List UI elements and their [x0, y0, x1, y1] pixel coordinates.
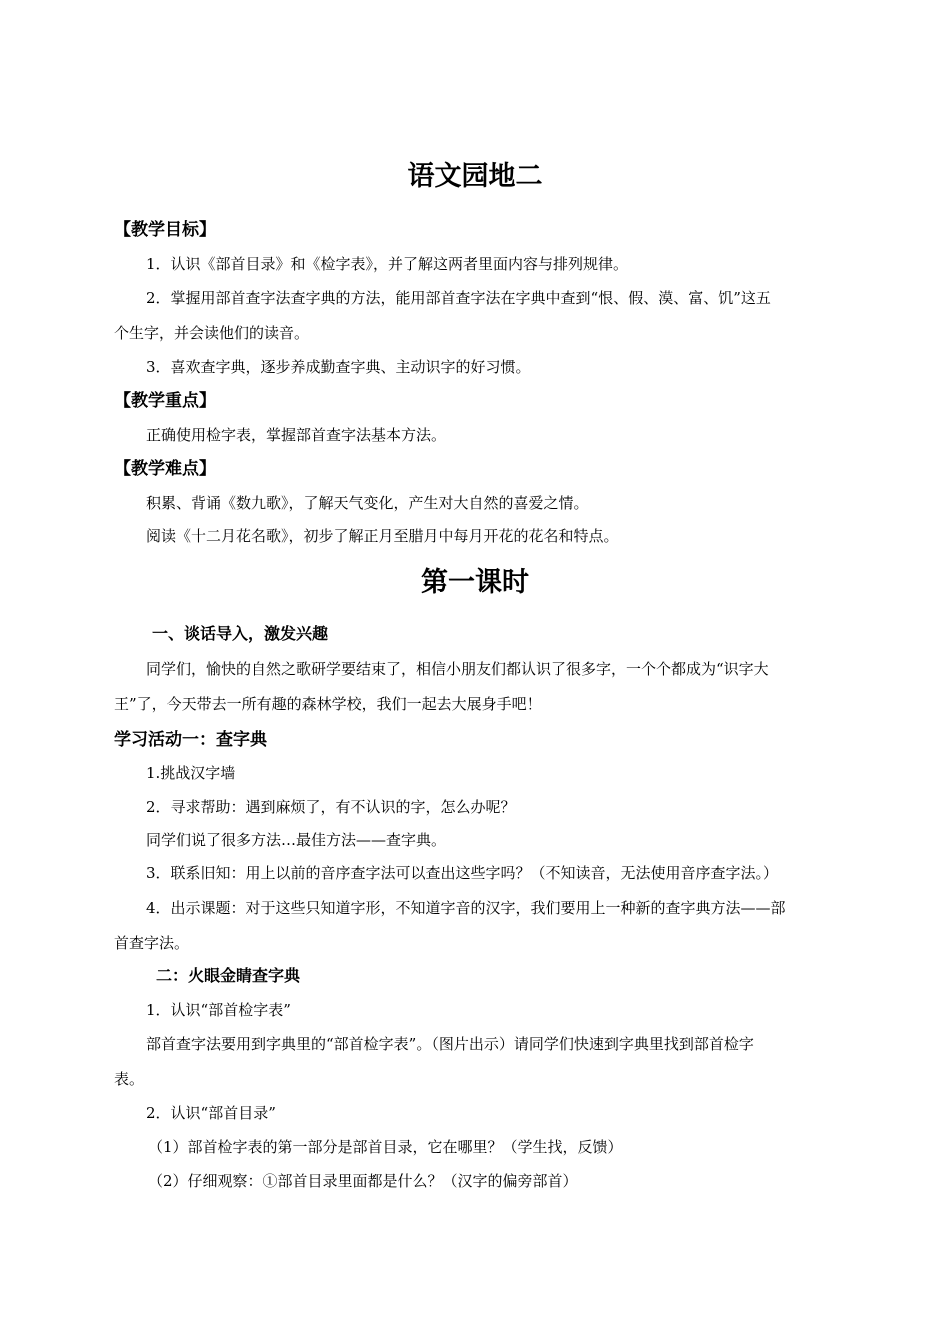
section-1-para-line-1: 同学们，愉快的自然之歌研学要结束了，相信小朋友们都认识了很多字，一个个都成为“识字大 [146, 660, 769, 678]
document-title: 语文园地二 [407, 161, 543, 192]
goal-2-line-1: 2．掌握用部首查字法查字典的方法，能用部首查字法在字典中查到“恨、假、漠、富、饥”这五 [146, 289, 771, 307]
activity-1-item-2b: 同学们说了很多方法…最佳方法——查字典。 [146, 831, 447, 849]
section-2-item-2: 2．认识“部首目录” [146, 1104, 276, 1122]
goal-2-line-2: 个生字，并会读他们的读音。 [114, 324, 310, 342]
difficulty-1: 积累、背诵《数九歌》，了解天气变化，产生对大自然的喜爱之情。 [146, 494, 589, 512]
difficulty-heading: 【教学难点】 [114, 459, 216, 479]
lesson-title: 第一课时 [421, 567, 529, 598]
activity-1-item-2: 2．寻求帮助：遇到麻烦了，有不认识的字，怎么办呢？ [146, 798, 516, 816]
activity-1-item-4-line-1: 4．出示课题：对于这些只知道字形，不知道字音的汉字，我们要用上一种新的查字典方法——部 [146, 899, 786, 917]
section-2-item-2-sub-2: （2）仔细观察：①部首目录里面都是什么？（汉字的偏旁部首） [148, 1172, 578, 1190]
section-2-item-1: 1．认识“部首检字表” [146, 1001, 291, 1019]
key-points-heading: 【教学重点】 [114, 391, 216, 411]
section-2-item-2-sub-1: （1）部首检字表的第一部分是部首目录，它在哪里？（学生找，反馈） [148, 1138, 623, 1156]
activity-1-heading: 学习活动一：查字典 [114, 730, 267, 750]
section-2-item-1-para-line-1: 部首查字法要用到字典里的“部首检字表”。（图片出示）请同学们快速到字典里找到部首检字 [146, 1035, 754, 1053]
section-2-item-1-para-line-2: 表。 [114, 1070, 145, 1088]
section-1-para-line-2: 王”了，今天带去一所有趣的森林学校，我们一起去大展身手吧！ [114, 695, 542, 713]
goals-heading: 【教学目标】 [114, 220, 216, 240]
activity-1-item-4-line-2: 首查字法。 [114, 934, 190, 952]
key-point-1: 正确使用检字表，掌握部首查字法基本方法。 [146, 426, 447, 444]
goal-1: 1．认识《部首目录》和《检字表》，并了解这两者里面内容与排列规律。 [146, 255, 629, 273]
activity-1-item-3: 3．联系旧知：用上以前的音序查字法可以查出这些字吗？（不知读音，无法使用音序查字法。） [146, 864, 779, 882]
activity-1-item-1: 1.挑战汉字墙 [146, 764, 236, 782]
section-1-heading: 一、谈话导入，激发兴趣 [152, 624, 329, 643]
section-2-heading: 二：火眼金睛查字典 [156, 966, 301, 985]
goal-3: 3．喜欢查字典，逐步养成勤查字典、主动识字的好习惯。 [146, 358, 531, 376]
difficulty-2: 阅读《十二月花名歌》，初步了解正月至腊月中每月开花的花名和特点。 [146, 527, 619, 545]
